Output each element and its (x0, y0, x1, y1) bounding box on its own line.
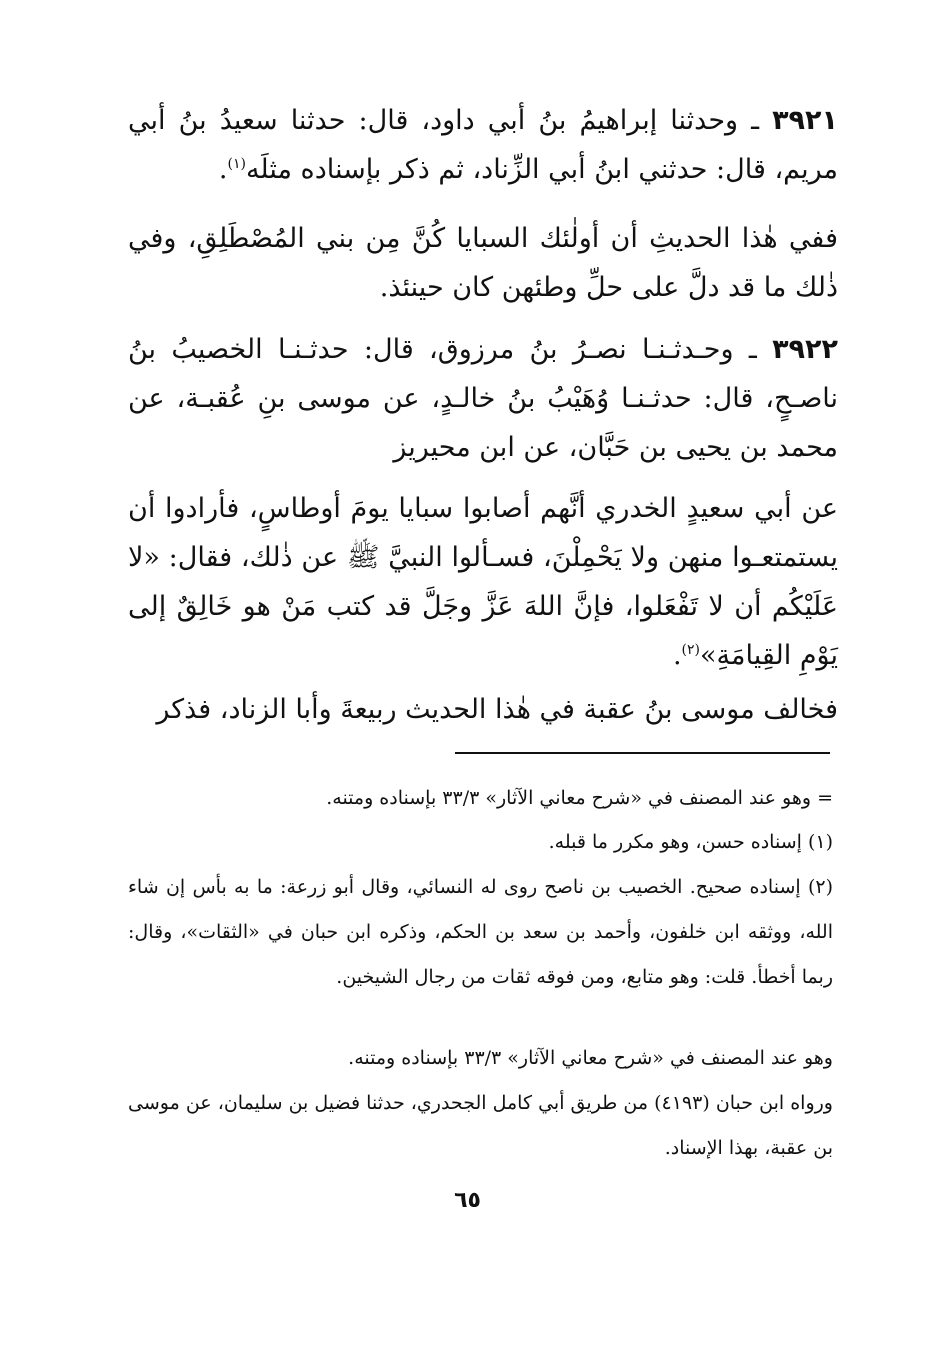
hadith-matn-paragraph (128, 484, 838, 680)
paragraph-text: ـ وحدثنا إبراهيمُ بنُ أبي داود، قال: حدثنا سعيدُ بنُ أبي مريم، قال: حدثني ابنُ أبي الزِّناد، ثم ذكر بإسناده مثلَه (128, 105, 838, 185)
paragraph-text: ـ وحـدثـنـا نصـرُ بنُ مرزوق، قال: حدثـنـا الخصيبُ بنُ ناصـحٍ، قال: حدثـنـا وُهَيْبُ بنُ خالـدٍ، عن موسى بنِ عُقبـة، عن محمد بن يحيى بن حَبَّان، عن ابن محيريز (128, 334, 838, 463)
footnote-1: (١) إسناده حسن، وهو مكرر ما قبله. (548, 831, 833, 853)
hadith-paragraph-3921 (128, 96, 838, 194)
page-number: ٦٥ (454, 1188, 481, 1213)
footnote-reference: (٢) (681, 642, 701, 658)
footnote-reference: (١) (227, 156, 246, 172)
hadith-number: ٣٩٢١ (772, 105, 838, 136)
hadith-number: ٣٩٢٢ (772, 334, 838, 365)
footnote-2-source: وهو عند المصنف في «شرح معاني الآثار» ٣٣/٣ بإسناده ومتنه. (348, 1047, 833, 1069)
footnote-2: (٢) إسناده صحيح. الخصيب بن ناصح روى له النسائي، وقال أبو زرعة: ما به بأس إن شاء الله، ووثقه ابن خلفون، وأحمد بن سعد بن الحكم، وذكره ابن حبان في «الثقات»، وقال: ربما أخطأ. قلت: وهو متابع، ومن فوقه ثقات من رجال الشيخين. (128, 876, 833, 988)
hadith-paragraph-3922 (128, 325, 838, 472)
commentary-paragraph-continued (128, 685, 838, 734)
paragraph-end: . (672, 640, 682, 671)
paragraph-text: عن أبي سعيدٍ الخدري أنَّهم أصابوا سبايا يومَ أوطاسٍ، فأرادوا أن يستمتعـوا منهن ولا يَحْمِلْنَ، فسـألوا النبيَّ ﷺ عن ذٰلك، فقال: «لا عَلَيْكُم أن لا تَفْعَلوا، فإنَّ اللهَ عَزَّ وجَلَّ قد كتب مَنْ هو خَالِقٌ إلى يَوْمِ القِيامَةِ» (128, 493, 838, 671)
footnote-2-additional: ورواه ابن حبان (٤١٩٣) من طريق أبي كامل الجحدري، حدثنا فضيل بن سليمان، عن موسى بن عقبة، بهذا الإسناد. (128, 1092, 833, 1159)
commentary-paragraph (128, 214, 838, 312)
paragraph-end: . (218, 154, 228, 185)
paragraph-text: فخالف موسى بنُ عقبة في هٰذا الحديث ربيعةَ وأبا الزناد، فذكر (156, 694, 838, 725)
paragraph-text: ففي هٰذا الحديثِ أن أولٰئك السبايا كُنَّ مِن بني المُصْطَلِقِ، وفي ذٰلك ما قد دلَّ على حلِّ وطئهن كان حينئذ. (128, 223, 838, 303)
footnote-divider (455, 752, 830, 754)
footnote-continuation: = وهو عند المصنف في «شرح معاني الآثار» ٣٣/٣ بإسناده ومتنه. (326, 787, 833, 809)
